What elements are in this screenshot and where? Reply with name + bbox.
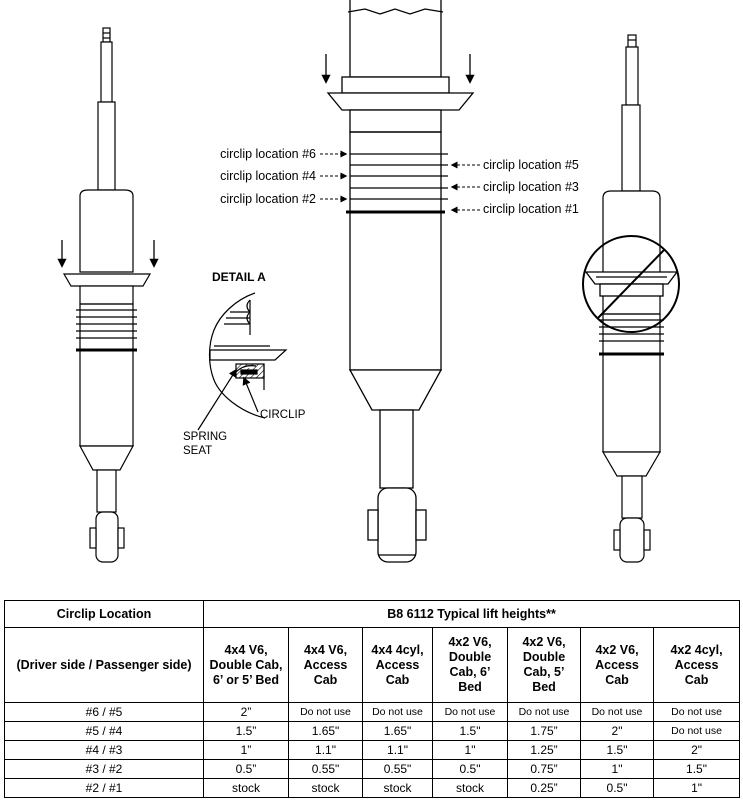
config-line: Cab xyxy=(684,672,709,687)
config-line: Access xyxy=(303,657,348,672)
detail-a-drawing xyxy=(210,293,287,418)
config-line: Double Cab, xyxy=(209,657,283,672)
config-line: Cab xyxy=(605,672,629,687)
center-shock-assembly xyxy=(328,0,473,562)
circlip-location-header: Circlip Location xyxy=(5,601,204,628)
row-value: Do not use xyxy=(654,722,740,741)
config-line: Cab xyxy=(385,672,410,687)
row-location: #6 / #5 xyxy=(5,703,204,722)
config-header xyxy=(654,628,740,703)
config-line: 4x2 V6, xyxy=(522,635,566,649)
row-value: stock xyxy=(289,779,363,798)
row-value: 1" xyxy=(433,741,508,760)
detail-spring-seat-label-2: SEAT xyxy=(183,445,213,457)
config-line: 4x4 4cyl, xyxy=(371,642,424,657)
table-row xyxy=(5,741,740,760)
left-shock-assembly xyxy=(64,28,150,562)
circlip-label-1: circlip location #1 xyxy=(483,202,579,216)
config-line: Access xyxy=(595,657,639,672)
config-line: 6’ or 5’ Bed xyxy=(212,672,279,687)
config-line: Double xyxy=(448,650,492,664)
row-value: 1.65" xyxy=(363,722,433,741)
config-header xyxy=(581,628,654,703)
config-header xyxy=(508,628,581,703)
circlip-label-4: circlip location #4 xyxy=(220,169,316,183)
row-value: 0.5" xyxy=(433,760,508,779)
row-value: 1.25” xyxy=(508,741,581,760)
row-value: 1.1" xyxy=(289,741,363,760)
row-value: 0.55" xyxy=(289,760,363,779)
config-line: 4x2 V6, xyxy=(448,635,492,649)
config-line: Cab, 5’ xyxy=(523,665,565,679)
circlip-label-5: circlip location #5 xyxy=(483,158,579,172)
row-location: #3 / #2 xyxy=(5,760,204,779)
detail-spring-seat-label-1: SPRING xyxy=(183,431,228,443)
row-value: 2" xyxy=(581,722,654,741)
row-value: 2” xyxy=(204,703,289,722)
detail-a-title: DETAIL A xyxy=(212,270,266,284)
table-row xyxy=(5,722,740,741)
row-value: Do not use xyxy=(289,703,363,722)
row-value: Do not use xyxy=(654,703,740,722)
row-value: 1.5" xyxy=(654,760,740,779)
row-value: 1” xyxy=(204,741,289,760)
config-line: 4x2 4cyl, xyxy=(670,642,723,657)
config-header xyxy=(289,628,363,703)
config-line: Access xyxy=(674,657,719,672)
circlip-label-3: circlip location #3 xyxy=(483,180,579,194)
config-header xyxy=(204,628,289,703)
lift-heights-header: B8 6112 Typical lift heights** xyxy=(204,601,740,628)
config-line: Double xyxy=(522,650,566,664)
row-value: 2" xyxy=(654,741,740,760)
config-header xyxy=(433,628,508,703)
row-location: #5 / #4 xyxy=(5,722,204,741)
row-value: 0.55" xyxy=(363,760,433,779)
row-value: stock xyxy=(204,779,289,798)
config-line: Cab xyxy=(313,672,338,687)
config-line: 4x4 V6, xyxy=(224,642,268,657)
circlip-leaders xyxy=(320,154,480,210)
row-value: 1.75” xyxy=(508,722,581,741)
row-value: 0.5" xyxy=(581,779,654,798)
row-value: stock xyxy=(433,779,508,798)
detail-circlip-label: CIRCLIP xyxy=(260,409,306,421)
config-header xyxy=(363,628,433,703)
circlip-label-6: circlip location #6 xyxy=(220,147,316,161)
row-value: 1.65" xyxy=(289,722,363,741)
lift-height-table xyxy=(4,600,740,798)
row-value: 1.5” xyxy=(204,722,289,741)
detail-a-leaders xyxy=(198,370,258,430)
row-value: 0.5” xyxy=(204,760,289,779)
table-row xyxy=(5,779,740,798)
config-line: Cab, 6’ xyxy=(449,665,491,679)
row-value: 1.5" xyxy=(581,741,654,760)
row-value: 1.5" xyxy=(433,722,508,741)
row-value: Do not use xyxy=(433,703,508,722)
row-value: Do not use xyxy=(363,703,433,722)
table-row xyxy=(5,703,740,722)
row-value: 0.75” xyxy=(508,760,581,779)
row-value: 1" xyxy=(654,779,740,798)
row-value: 1.1" xyxy=(363,741,433,760)
config-line: 4x4 V6, xyxy=(303,642,348,657)
row-value: 0.25” xyxy=(508,779,581,798)
row-value: Do not use xyxy=(581,703,654,722)
row-value: stock xyxy=(363,779,433,798)
circlip-label-2: circlip location #2 xyxy=(220,192,316,206)
row-location: #2 / #1 xyxy=(5,779,204,798)
driver-passenger-subheader: (Driver side / Passenger side) xyxy=(5,628,204,703)
config-line: Bed xyxy=(458,680,482,694)
config-line: Access xyxy=(375,657,420,672)
right-shock-assembly xyxy=(599,35,664,562)
config-line: Bed xyxy=(532,680,556,694)
config-line: 4x2 V6, xyxy=(595,642,639,657)
row-value: 1" xyxy=(581,760,654,779)
table-row xyxy=(5,760,740,779)
row-location: #4 / #3 xyxy=(5,741,204,760)
row-value: Do not use xyxy=(508,703,581,722)
